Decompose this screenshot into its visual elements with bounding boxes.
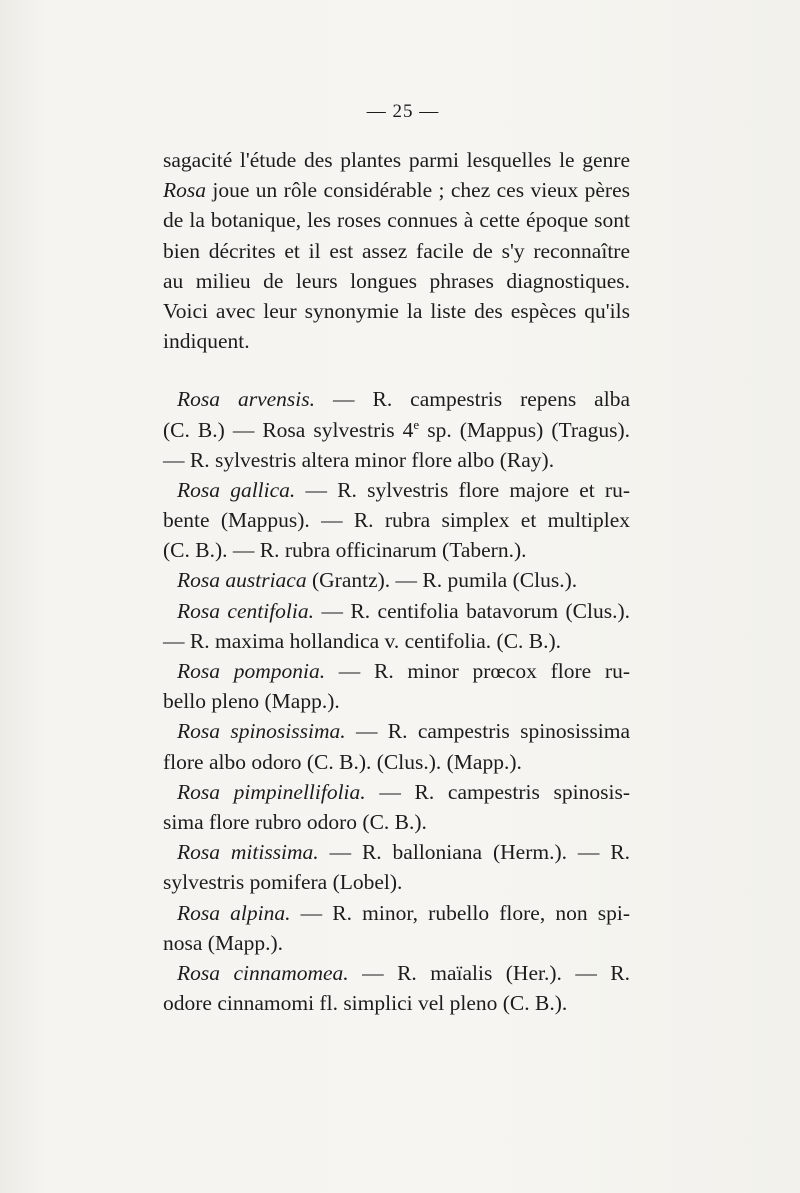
page-body — [163, 145, 630, 1018]
text-line: bente (Mappus). — R. rubra simplex et multiplex — [163, 508, 630, 533]
synonymy-text: — R. campestris spinosissima — [345, 719, 630, 744]
text-line: odore cinnamomi fl. simplici vel pleno (C. B.). — [163, 991, 568, 1016]
text-line — [163, 596, 630, 626]
species-entry — [163, 656, 630, 716]
text-run: sp. (Mappus) (Tragus). — [419, 417, 630, 442]
text-line: flore albo odoro (C. B.). (Clus.). (Mapp.). — [163, 749, 522, 774]
species-name: Rosa austriaca — [177, 568, 307, 593]
text-line: bello pleno (Mapp.). — [163, 689, 340, 714]
synonymy-text: — R. sylvestris flore majore et ru- — [295, 477, 630, 502]
text-line: Voici avec leur synonymie la liste des espèces qu'ils — [163, 298, 630, 323]
text-line — [163, 716, 630, 746]
species-entry — [163, 716, 630, 776]
species-entry — [163, 384, 630, 475]
species-entry — [163, 596, 630, 656]
synonymy-text: — R. minor, rubello flore, non spi- — [290, 900, 630, 925]
species-list — [163, 384, 630, 1018]
text-line: sima flore rubro odoro (C. B.). — [163, 809, 427, 834]
text-line: nosa (Mapp.). — [163, 930, 284, 955]
text-line: bien décrites et il est assez facile de s'y reconnaître — [163, 238, 630, 263]
text-line — [163, 475, 630, 505]
superscript: e — [413, 416, 420, 432]
species-name: Rosa pomponia. — [177, 659, 326, 683]
synonymy-text: — R. maïalis (Her.). — R. — [348, 960, 630, 985]
species-entry — [163, 777, 630, 837]
text-line — [163, 777, 630, 807]
species-entry — [163, 475, 630, 566]
text-line — [163, 565, 630, 595]
synonymy-text: — R. minor prœcox flore ru- — [325, 659, 630, 683]
text-line: au milieu de leurs longues phrases diagnostiques. — [163, 268, 630, 293]
species-name: Rosa mitissima. — [177, 840, 319, 865]
text-line: sagacité l'étude des plantes parmi lesquelles le genre — [163, 148, 630, 172]
text-line — [163, 898, 630, 928]
text-line: de la botanique, les roses connues à cette époque sont — [163, 208, 630, 233]
text-line — [163, 656, 630, 686]
species-name: Rosa centifolia. — [177, 598, 315, 623]
text-line — [163, 837, 630, 867]
species-entry — [163, 958, 630, 1018]
paragraph-gap — [163, 356, 630, 384]
species-name: Rosa cinnamomea. — [177, 960, 349, 985]
synonymy-text: — R. campestris repens alba — [315, 387, 630, 412]
text-run: joue un rôle considérable ; chez ces vieux pères — [206, 178, 630, 203]
species-name: Rosa gallica. — [177, 477, 296, 502]
text-line — [163, 958, 630, 988]
species-entry — [163, 898, 630, 958]
text-line — [163, 415, 630, 445]
text-line: — R. maxima hollandica v. centifolia. (C. B.). — [163, 628, 562, 653]
synonymy-text: — R. centifolia batavorum (Clus.). — [314, 598, 631, 623]
species-entry — [163, 837, 630, 897]
text-line: — R. sylvestris altera minor flore albo (Ray). — [163, 447, 555, 472]
synonymy-text: — R. campestris spinosis- — [365, 779, 630, 804]
species-name: Rosa arvensis. — [177, 387, 316, 412]
text-run: (C. B.) — Rosa sylvestris 4 — [163, 417, 414, 442]
text-line: (C. B.). — R. rubra officinarum (Tabern.). — [163, 538, 527, 563]
synonymy-text: (Grantz). — R. pumila (Clus.). — [306, 568, 578, 593]
species-name: Rosa alpina. — [177, 900, 291, 925]
text-line — [163, 175, 630, 205]
page-number: — 25 — — [366, 101, 440, 122]
text-line: sylvestris pomifera (Lobel). — [163, 870, 403, 895]
species-entry — [163, 565, 630, 595]
synonymy-text: — R. balloniana (Herm.). — R. — [318, 840, 630, 865]
text-line: indiquent. — [163, 329, 250, 354]
italic-genus: Rosa — [163, 178, 206, 203]
intro-paragraph — [163, 145, 630, 356]
species-name: Rosa pimpinellifolia. — [177, 779, 366, 804]
text-line — [163, 384, 630, 414]
species-name: Rosa spinosissima. — [177, 719, 346, 744]
